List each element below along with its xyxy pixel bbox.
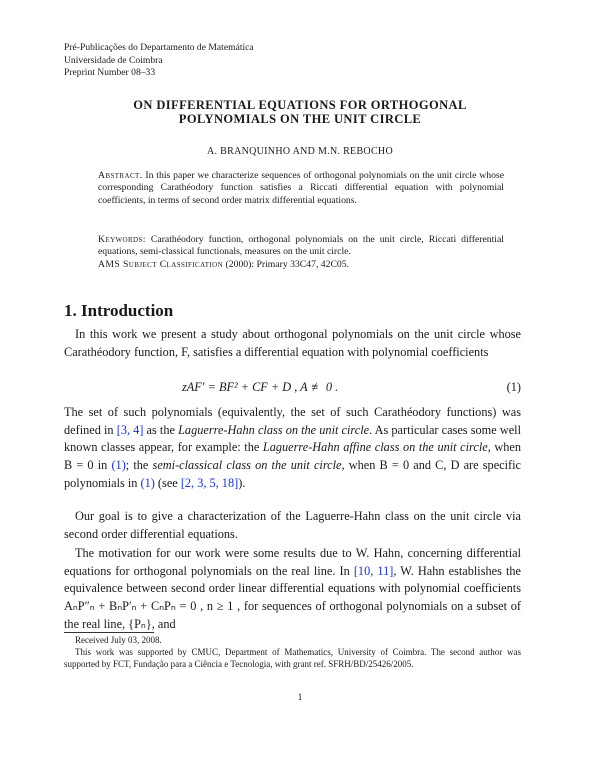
footnote-rule [64, 632, 154, 633]
paragraph: In this work we present a study about orthogonal polynomials on the unit circle whose Carathéodory function, F, satisfies a differential equation with polynomial coefficients [64, 327, 521, 359]
abstract-text: In this paper we characterize sequences of orthogonal polynomials on the unit circle whose corresponding Carathéodory function satisfies a Riccati differential equation with polynomial coefficients, in terms of second order matrix differential equations. [98, 170, 505, 206]
section-heading [64, 301, 173, 321]
header-line: Preprint Number 08–33 [64, 67, 156, 78]
keywords [98, 234, 504, 271]
title-line: POLYNOMIALS ON THE UNIT CIRCLE [178, 112, 422, 126]
footnote-received: Received July 03, 2008. [75, 635, 162, 645]
paragraph: The motivation for our work were some results due to W. Hahn, concerning differential equations for orthogonal polynomials on the real line. In [10, 11], W. Hahn establishes the equivalence between second order linear differential equations with polynomial coefficients AₙP″ₙ + BₙP′ₙ + CₙPₙ = 0 , n ≥ 1 , for sequences of orthogonal polynomials on a subset of the real line, {Pₙ}, and [64, 546, 522, 631]
paragraph: The set of such polynomials (equivalently, the set of such Carathéodory functions) was defined in [3, 4] as the Laguerre-Hahn class on the unit circle. As particular cases some well known classes appear, for example: the Laguerre-Hahn affine class on the unit circle, when B = 0 in (1); the semi-classical class on the unit circle, when B = 0 and C, D are specific polynomials in (1) (see [2, 3, 5, 18]). [64, 405, 521, 490]
ams-label: AMS Subject Classification [98, 258, 224, 270]
paragraph: Our goal is to give a characterization of the Laguerre-Hahn class on the unit circle via second order differential equations. [64, 509, 521, 541]
citation-link[interactable]: [10, 11] [353, 563, 394, 578]
ams-text: (2000): Primary 33C47, 42C05. [225, 258, 350, 270]
keywords-text: Carathéodory function, orthogonal polynomials on the unit circle, Riccati differential equations, semi-classical functionals, measures on the unit circle. [98, 234, 504, 258]
footnote-support: This work was supported by CMUC, Department of Mathematics, University of Coimbra. The second author was supported by FCT, Fundação para a Ciência e Tecnologia, with grant ref. SFRH/BD/25426/2005. [64, 646, 521, 669]
header-line: Universidade de Coimbra [64, 54, 163, 66]
section-title: Introduction [81, 301, 174, 320]
header-line: Pré-Publicações do Departamento de Matemática [64, 42, 254, 53]
equation-reference-link[interactable]: (1) [111, 458, 126, 473]
abstract-label: Abstract. [98, 170, 143, 181]
section-number: 1. [64, 301, 77, 320]
paper-title [64, 98, 536, 126]
keywords-label: Keywords: [98, 234, 146, 245]
citation-link[interactable]: [3, 4] [116, 422, 144, 437]
footnotes [64, 635, 521, 670]
abstract [98, 170, 504, 207]
title-line: ON DIFFERENTIAL EQUATIONS FOR ORTHOGONAL [133, 98, 467, 112]
authors: A. BRANQUINHO AND M.N. REBOCHO [207, 146, 393, 157]
equation-reference-link[interactable]: (1) [140, 475, 155, 490]
equation-number: (1) [506, 380, 521, 394]
equation-formula: zAF′ = BF² + CF + D , A ≢ 0 . [182, 380, 339, 394]
citation-link[interactable]: [2, 3, 5, 18] [180, 475, 239, 490]
page-number: 1 [297, 693, 303, 703]
preprint-header [64, 42, 254, 80]
